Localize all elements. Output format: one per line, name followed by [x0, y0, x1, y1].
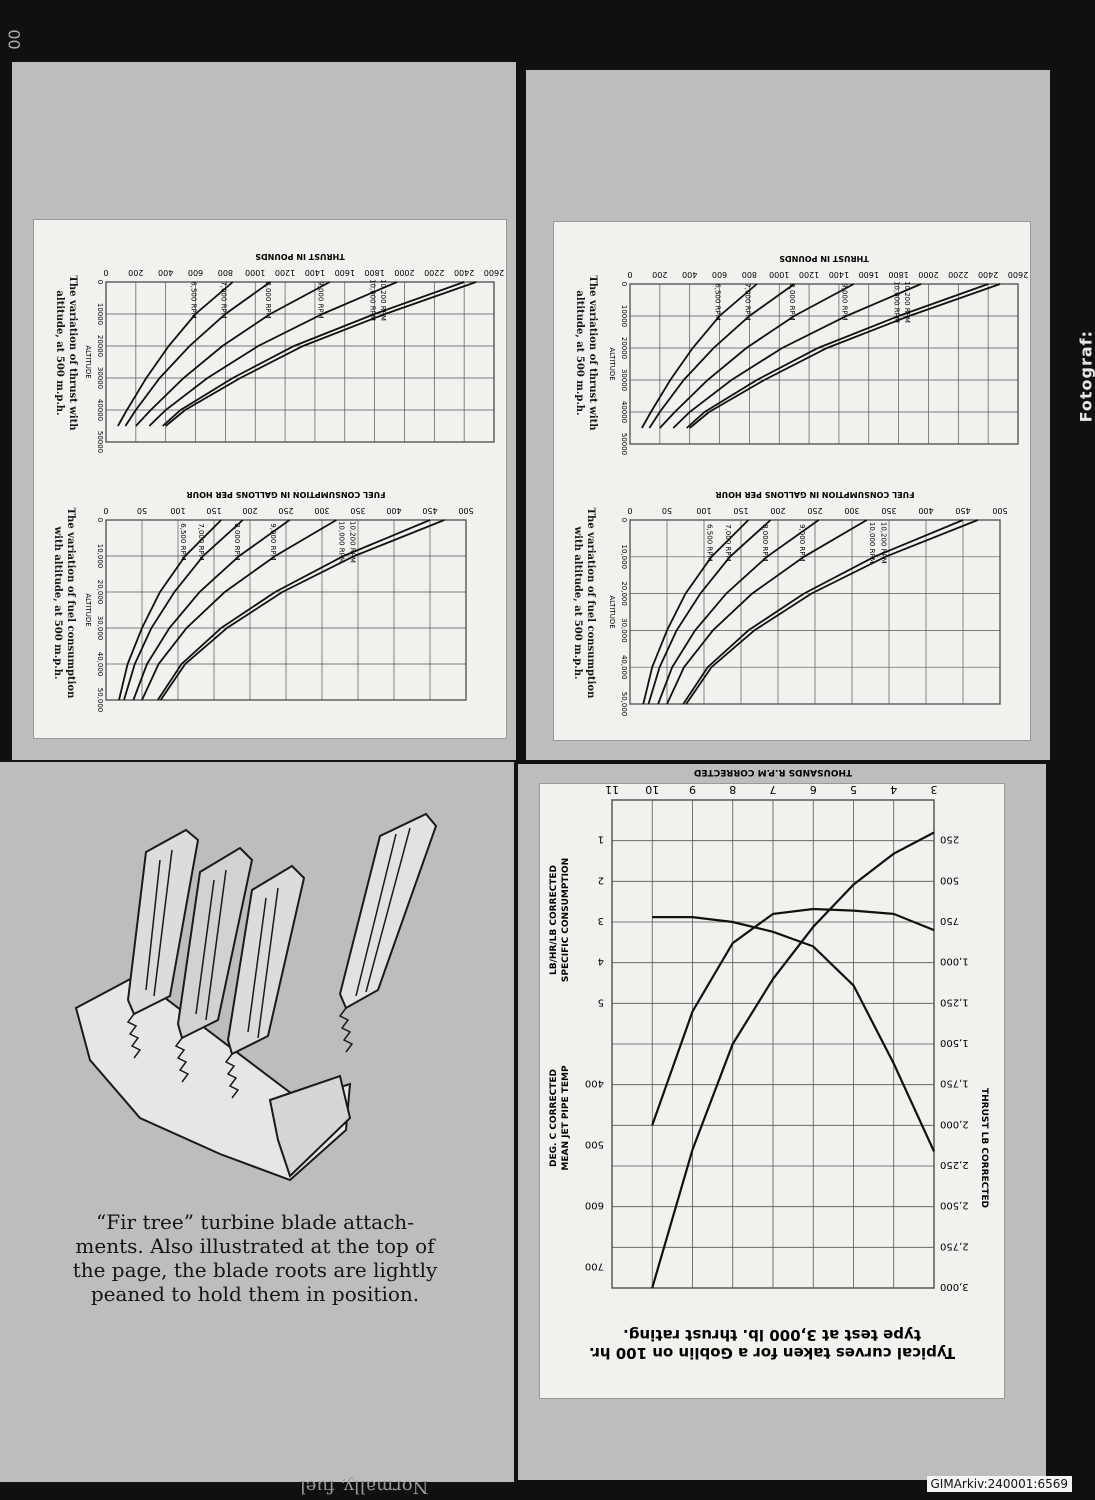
thrust-caption-left-text: The variation of thrust with altitude, at 500 m.p.h.	[54, 275, 78, 431]
value-tick-label: 1400	[304, 268, 326, 277]
fir-tree-caption-line-1: “Fir tree” turbine blade attach-	[96, 1210, 414, 1234]
series-label-3: 9,000 RPM	[316, 281, 325, 319]
fuel-caption-right	[571, 503, 597, 703]
series-label-1: 7,000 RPM	[219, 281, 228, 319]
altitude-tick-label: 30,000	[96, 615, 104, 641]
series-label-0: 6,500 RPM	[189, 281, 198, 319]
value-tick-label: 450	[422, 506, 438, 515]
value-tick-label: 0	[103, 268, 109, 277]
bottom-fragment: Normally, fuel	[300, 1476, 429, 1497]
fir-tree-illustration	[50, 800, 470, 1200]
value-tick-label: 350	[881, 506, 897, 515]
value-tick-label: 100	[170, 506, 186, 515]
series-line-2	[136, 282, 330, 426]
chart-title: FUEL CONSUMPTION IN GALLONS PER HOUR	[186, 490, 386, 499]
fir-tree-caption-line-2: ments. Also illustrated at the top of	[75, 1234, 435, 1258]
series-label-5: 10,200 RPM	[903, 281, 912, 323]
altitude-tick-label: 40000	[96, 398, 104, 422]
rpm-axis-label: THOUSANDS R.P.M CORRECTED	[693, 767, 853, 777]
series-line-0	[118, 282, 233, 426]
archive-tag: GIMArkiv:240001:6569	[927, 1476, 1073, 1492]
value-tick-label: 250	[807, 506, 823, 515]
fuel-caption-left	[51, 503, 77, 703]
series-label-2: 8,000 RPM	[264, 281, 273, 319]
sfc-axis-label-line: SPECIFIC CONSUMPTION	[561, 857, 571, 983]
series-label-5: 10,200 RPM	[379, 279, 388, 321]
thrust-grid-right	[608, 254, 1028, 716]
altitude-tick-label: 40000	[620, 400, 628, 424]
thrust-tick-label: 750	[940, 915, 960, 926]
goblin-caption-line: Typical curves taken for a Goblin on 100 hr.	[588, 1344, 956, 1362]
rpm-tick-label: 6	[809, 783, 817, 796]
rpm-tick-label: 10	[645, 783, 660, 796]
value-tick-label: 0	[103, 506, 109, 515]
rpm-tick-label: 3	[930, 783, 938, 796]
jpt-axis-label-line: MEAN JET PIPE TEMP	[561, 1065, 571, 1171]
altitude-tick-label: 10000	[96, 302, 104, 326]
series-label-2: 8,000 RPM	[788, 283, 797, 321]
goblin-chart-body	[549, 767, 989, 1362]
altitude-tick-label: 10000	[620, 304, 628, 328]
value-tick-label: 2400	[453, 268, 475, 277]
value-tick-label: 2600	[1007, 270, 1029, 279]
value-tick-label: 400	[158, 268, 174, 277]
value-tick-label: 2000	[394, 268, 415, 277]
altitude-tick-label: 20,000	[96, 579, 104, 605]
sfc-tick-label: 1	[597, 833, 604, 845]
fuel-caption-right-text: The variation of fuel consumption with altitude, at 500 m.p.h.	[572, 507, 596, 699]
goblin-caption-line: type test at 3,000 lb. thrust rating.	[623, 1326, 921, 1344]
value-tick-label: 500	[458, 506, 474, 515]
fir-tree-caption-line-3: the page, the blade roots are lightly	[72, 1258, 438, 1282]
rpm-tick-label: 11	[605, 783, 619, 796]
thrust-chart-left	[34, 220, 506, 738]
jpt-tick-label: 500	[584, 1138, 604, 1150]
fir-tree-caption	[45, 1210, 465, 1306]
thrust-tick-label: 2,250	[940, 1159, 969, 1170]
value-tick-label: 1000	[245, 268, 266, 277]
altitude-tick-label: 10,000	[620, 544, 628, 570]
series-label-4: 10,000 RPM	[368, 279, 377, 321]
value-tick-label: 800	[741, 270, 758, 279]
value-tick-label: 1400	[828, 270, 850, 279]
fuel-caption-left-text: The variation of fuel consumption with altitude, at 500 m.p.h.	[52, 507, 76, 699]
value-tick-label: 200	[128, 268, 144, 277]
value-tick-label: 50	[136, 506, 148, 515]
plot-frame	[630, 284, 1018, 444]
thrust-tick-label: 1,750	[940, 1077, 969, 1089]
altitude-tick-label: 30000	[620, 368, 628, 392]
thrust-tick-label: 500	[940, 874, 960, 886]
thrust-tick-label: 1,250	[940, 996, 969, 1008]
thrust-tick-label: 3,000	[940, 1281, 969, 1292]
altitude-tick-label: 50,000	[620, 691, 628, 717]
fir-tree-caption-line-4: peaned to hold them in position.	[90, 1282, 420, 1306]
altitude-tick-label: 0	[620, 281, 628, 287]
value-tick-label: 500	[992, 506, 1008, 515]
thrust-tick-label: 2,750	[940, 1240, 969, 1252]
chart-title: THRUST IN POUNDS	[255, 252, 345, 261]
value-tick-label: 350	[350, 506, 366, 515]
series-label-5: 10,200 RPM	[348, 521, 357, 563]
series-label-5: 10,200 RPM	[879, 521, 888, 564]
fir-tree-root-loose	[340, 1008, 352, 1052]
value-tick-label: 1600	[334, 268, 355, 277]
jpt-axis-label-line: DEG. C CORRECTED	[549, 1069, 559, 1167]
thrust-chart-right	[554, 222, 1030, 740]
value-tick-label: 2600	[483, 268, 505, 277]
value-tick-label: 300	[844, 506, 860, 515]
thrust-tick-label: 2,000	[940, 1118, 969, 1130]
value-tick-label: 150	[206, 506, 222, 515]
thrust-tick-label: 1,500	[940, 1037, 969, 1048]
altitude-axis-label: ALTITUDE	[608, 595, 616, 629]
altitude-tick-label: 0	[96, 517, 104, 523]
series-line-3	[673, 284, 921, 428]
value-tick-label: 200	[652, 270, 668, 279]
altitude-tick-label: 50000	[96, 430, 104, 454]
altitude-tick-label: 20000	[96, 334, 104, 358]
series-label-0: 6,500 RPM	[713, 283, 722, 321]
value-tick-label: 0	[627, 506, 633, 515]
series-label-2: 8,000 RPM	[233, 523, 242, 561]
value-tick-label: 800	[217, 268, 234, 277]
thrust-tick-label: 2,500	[940, 1199, 969, 1211]
value-tick-label: 1800	[888, 270, 909, 279]
value-tick-label: 200	[242, 506, 258, 515]
series-label-4: 10,000 RPM	[868, 521, 877, 564]
rpm-tick-label: 8	[729, 783, 737, 796]
goblin-chart	[540, 767, 1004, 1398]
series-label-2: 8,000 RPM	[760, 524, 769, 562]
value-tick-label: 2200	[948, 270, 969, 279]
value-tick-label: 100	[696, 506, 712, 515]
rpm-tick-label: 9	[689, 783, 696, 796]
altitude-axis-label: ALTITUDE	[84, 345, 92, 379]
series-label-3: 9,000 RPM	[797, 524, 806, 562]
series-label-1: 7,000 RPM	[723, 524, 732, 562]
altitude-axis-label: ALTITUDE	[84, 593, 92, 627]
series-label-0: 6,500 RPM	[179, 523, 188, 561]
series-line-2	[658, 520, 819, 704]
value-tick-label: 400	[386, 506, 402, 515]
rpm-tick-label: 5	[850, 783, 857, 796]
value-tick-label: 400	[918, 506, 934, 515]
value-tick-label: 600	[711, 270, 728, 279]
value-tick-label: 1600	[858, 270, 879, 279]
altitude-tick-label: 0	[96, 279, 104, 285]
altitude-tick-label: 10,000	[96, 543, 104, 569]
value-tick-label: 1200	[274, 268, 296, 277]
thrust-caption-right	[573, 273, 599, 433]
sfc-tick-label: 3	[597, 915, 604, 926]
value-tick-label: 400	[682, 270, 698, 279]
value-tick-label: 0	[627, 270, 633, 279]
value-tick-label: 2000	[918, 270, 939, 279]
thrust-grid	[84, 252, 504, 712]
series-label-0: 6,500 RPM	[705, 524, 714, 562]
chart-title: FUEL CONSUMPTION IN GALLONS PER HOUR	[715, 490, 915, 499]
plot-frame	[106, 282, 494, 442]
series-label-1: 7,000 RPM	[743, 283, 752, 321]
jpt-tick-label: 700	[584, 1260, 604, 1272]
series-line-2	[660, 284, 854, 428]
thrust-axis-label: THRUST LB CORRECTED	[979, 1087, 989, 1209]
altitude-tick-label: 20,000	[620, 581, 628, 606]
value-tick-label: 1800	[364, 268, 385, 277]
sfc-tick-label: 2	[597, 874, 604, 886]
rpm-tick-label: 4	[890, 783, 898, 796]
altitude-tick-label: 30000	[96, 366, 104, 390]
edge-mark: 00	[4, 29, 24, 50]
value-tick-label: 600	[187, 268, 204, 277]
value-tick-label: 200	[770, 506, 786, 515]
series-line-2	[133, 520, 289, 700]
value-tick-label: 2400	[977, 270, 999, 279]
altitude-tick-label: 20000	[620, 336, 628, 360]
jpt-tick-label: 600	[584, 1199, 604, 1211]
goblin-series-2	[652, 909, 934, 1125]
value-tick-label: 450	[955, 506, 971, 515]
sfc-axis-label-line: LB/HR/LB CORRECTED	[549, 865, 559, 975]
altitude-tick-label: 50,000	[96, 687, 104, 713]
altitude-tick-label: 30,000	[620, 618, 628, 643]
sfc-tick-label: 4	[597, 955, 604, 967]
value-tick-label: 250	[278, 506, 294, 515]
jpt-tick-label: 400	[584, 1077, 604, 1089]
value-tick-label: 50	[661, 506, 673, 515]
value-tick-label: 2200	[424, 268, 445, 277]
series-label-4: 10,000 RPM	[892, 281, 901, 323]
altitude-tick-label: 0	[620, 517, 628, 523]
value-tick-label: 300	[314, 506, 330, 515]
thrust-caption-left	[53, 273, 79, 433]
series-line-0	[642, 284, 757, 428]
series-line-3	[149, 282, 397, 426]
chart-title: THRUST IN POUNDS	[779, 254, 869, 263]
series-label-4: 10,000 RPM	[337, 521, 346, 563]
sfc-tick-label: 5	[597, 996, 604, 1008]
fotograf-label: Fotograf:	[1076, 330, 1095, 423]
altitude-tick-label: 40,000	[96, 651, 104, 677]
thrust-tick-label: 250	[940, 833, 960, 845]
thrust-caption-right-text: The variation of thrust with altitude, at 500 m.p.h.	[574, 275, 598, 431]
altitude-axis-label: ALTITUDE	[608, 347, 616, 381]
series-label-1: 7,000 RPM	[197, 523, 206, 561]
altitude-tick-label: 40,000	[620, 654, 628, 680]
value-tick-label: 1200	[798, 270, 820, 279]
thrust-tick-label: 1,000	[940, 955, 969, 967]
rpm-tick-label: 7	[769, 783, 777, 796]
series-label-3: 9,000 RPM	[269, 523, 278, 561]
altitude-tick-label: 50000	[620, 432, 628, 456]
value-tick-label: 150	[733, 506, 749, 515]
series-label-3: 9,000 RPM	[840, 283, 849, 321]
value-tick-label: 1000	[769, 270, 790, 279]
